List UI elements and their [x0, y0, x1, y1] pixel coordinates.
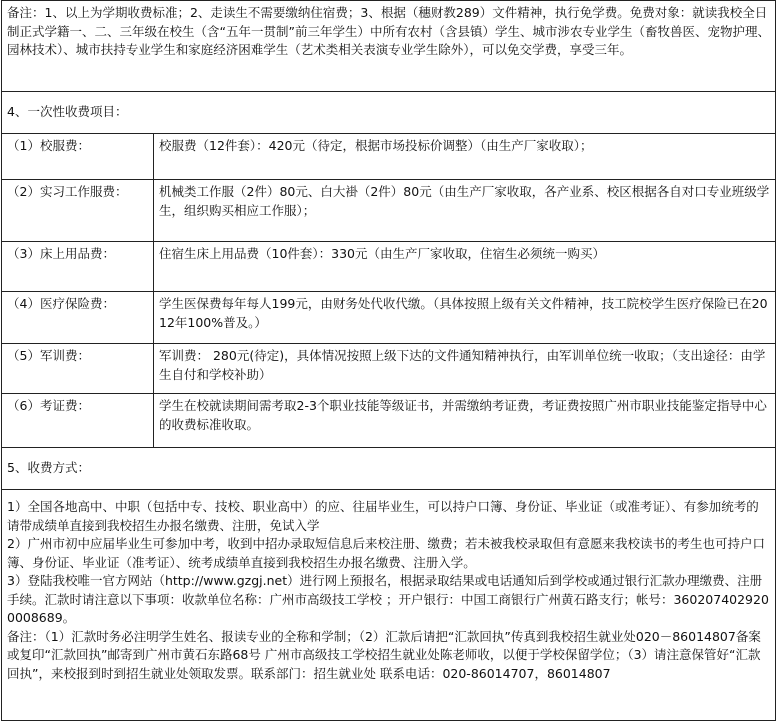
fee-item-detail: 学生医保费每年每人199元，由财务处代收代缴。（具体按照上级有关文件精神，技工院校学生医疗保险已在2012年100%普及。） — [154, 292, 776, 344]
payment-note: 备注：（1）汇款时务必注明学生姓名、报读专业的全称和学制；（2）汇款后请把“汇款回执”传真到我校招生就业处020－86014807备案或复印“汇款回执”邮寄到广州市黄石东路68号 广州市高级技工学校招生就业处陈老师收，以便于学校保留学位；（3）请注意保管好“汇款回执”，来校报到时到招生就业处领取发票。联系部门：招生就业处 联系电话：020-86014707，86014807 — [7, 628, 761, 681]
fee-item-detail: 机械类工作服（2件）80元、白大褂（2件）80元（由生产厂家收取，各产业系、校区根据各自对口专业班级学生，组织购买相应工作服）； — [154, 180, 776, 242]
fee-item-label: （6）考证费： — [2, 394, 154, 448]
fee-item-row — [2, 242, 776, 292]
fee-item-label: （5）军训费： — [2, 344, 154, 394]
fee-item-detail: 军训费： 280元(待定)，具体情况按照上级下达的文件通知精神执行，由军训单位统一收取；（支出途径：由学生自付和学校补助） — [154, 344, 776, 394]
fee-item-label: （2）实习工作服费： — [2, 180, 154, 242]
fee-item-label: （4）医疗保险费： — [2, 292, 154, 344]
fee-item-row — [2, 180, 776, 242]
note-row — [2, 1, 776, 92]
section4-row — [2, 92, 776, 134]
fee-item-detail: 校服费（12件套）：420元（待定，根据市场投标价调整）（由生产厂家收取）； — [154, 134, 776, 180]
fee-item-label: （3）床上用品费： — [2, 242, 154, 292]
fee-table — [1, 0, 776, 721]
payment-paragraph-1: 1）全国各地高中、中职（包括中专、技校、职业高中）的应、往届毕业生，可以持户口簿、身份证、毕业证（或准考证）、有参加统考的请带成绩单直接到我校招生办报名缴费、注册，免试入学 — [7, 499, 759, 533]
note-text: 备注：1、以上为学期收费标准；2、走读生不需要缴纳住宿费；3、根据（穗财教289）文件精神，执行免学费。免费对象：就读我校全日制正式学籍一、二、三年级在校生（含“五年一贯制”前三年学生）中所有农村（含县镇）学生、城市涉农专业学生（畜牧兽医、宠物护理、园林技术）、城市扶持专业学生和家庭经济困难学生（艺术类相关表演专业学生除外），可以免交学费，享受三年。 — [2, 1, 776, 92]
section4-title: 4、一次性收费项目： — [2, 92, 776, 134]
fee-item-row — [2, 134, 776, 180]
payment-methods — [2, 490, 776, 721]
payment-row — [2, 490, 776, 721]
fee-item-row — [2, 394, 776, 448]
section5-row — [2, 448, 776, 490]
fee-item-row — [2, 344, 776, 394]
payment-paragraph-2: 2）广州市初中应届毕业生可参加中考，收到中招办录取短信息后来校注册、缴费；若未被我校录取但有意愿来我校读书的考生也可持户口簿、身份证、毕业证（准考证）、统考成绩单直接到我校招生办报名缴费、注册入学。 — [7, 536, 765, 570]
fee-item-detail: 住宿生床上用品费（10件套）：330元（由生产厂家收取，住宿生必须统一购买） — [154, 242, 776, 292]
fee-item-label: （1）校服费： — [2, 134, 154, 180]
fee-item-detail: 学生在校就读期间需考取2-3个职业技能等级证书，并需缴纳考证费，考证费按照广州市职业技能鉴定指导中心的收费标准收取。 — [154, 394, 776, 448]
payment-paragraph-3: 3）登陆我校唯一官方网站（http://www.gzgj.net）进行网上预报名，根据录取结果或电话通知后到学校或通过银行汇款办理缴费、注册手续。汇款时请注意以下事项：收款单位名称：广州市高级技工学校 ；开户银行：中国工商银行广州黄石路支行；帐号：3602074029200008689。 — [7, 573, 769, 625]
section5-title: 5、收费方式： — [2, 448, 776, 490]
fee-item-row — [2, 292, 776, 344]
